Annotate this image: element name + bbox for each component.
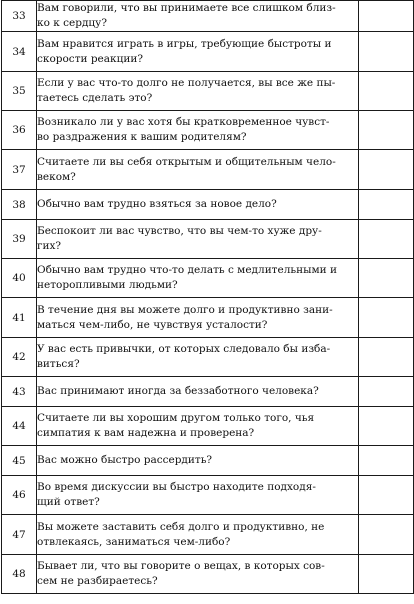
- answer-cell[interactable]: [359, 377, 414, 407]
- answer-cell[interactable]: [359, 555, 414, 594]
- question-number: 48: [2, 555, 37, 594]
- question-number: 45: [2, 446, 37, 476]
- question-text: У вас есть привычки, от которых следовало бы изба- виться?: [37, 338, 359, 377]
- question-number: 40: [2, 259, 37, 298]
- question-number: 44: [2, 407, 37, 446]
- answer-cell[interactable]: [359, 220, 414, 259]
- question-text: Вас принимают иногда за беззаботного человека?: [37, 377, 359, 407]
- question-text: Вас можно быстро рассердить?: [37, 446, 359, 476]
- question-row: [2, 555, 414, 594]
- question-text: Бывает ли, что вы говорите о вещах, в которых сов- сем не разбираетесь?: [37, 555, 359, 594]
- question-row: [2, 190, 414, 220]
- question-row: [2, 150, 414, 190]
- question-number: 36: [2, 111, 37, 150]
- question-number: 41: [2, 298, 37, 338]
- question-number: 43: [2, 377, 37, 407]
- question-number: 33: [2, 1, 37, 32]
- question-text: Обычно вам трудно что-то делать с медлительными и неторопливыми людьми?: [37, 259, 359, 298]
- question-text: Во время дискуссии вы быстро находите подходя- щий ответ?: [37, 476, 359, 515]
- question-number: 38: [2, 190, 37, 220]
- question-row: [2, 111, 414, 150]
- question-row: [2, 32, 414, 72]
- question-row: [2, 298, 414, 338]
- question-row: [2, 220, 414, 259]
- answer-cell[interactable]: [359, 1, 414, 32]
- question-row: [2, 446, 414, 476]
- answer-cell[interactable]: [359, 32, 414, 72]
- question-number: 46: [2, 476, 37, 515]
- answer-cell[interactable]: [359, 407, 414, 446]
- question-number: 37: [2, 150, 37, 190]
- answer-cell[interactable]: [359, 111, 414, 150]
- question-text: Возникало ли у вас хотя бы кратковременное чувст- во раздражения к вашим родителям?: [37, 111, 359, 150]
- question-text: Обычно вам трудно взяться за новое дело?: [37, 190, 359, 220]
- question-text: Вам нравится играть в игры, требующие быстроты и скорости реакции?: [37, 32, 359, 72]
- question-number: 34: [2, 32, 37, 72]
- answer-cell[interactable]: [359, 515, 414, 555]
- answer-cell[interactable]: [359, 259, 414, 298]
- answer-cell[interactable]: [359, 446, 414, 476]
- question-row: [2, 1, 414, 32]
- answer-cell[interactable]: [359, 476, 414, 515]
- answer-cell[interactable]: [359, 72, 414, 111]
- question-text: Если у вас что-то долго не получается, вы все же пы- таетесь сделать это?: [37, 72, 359, 111]
- question-text: В течение дня вы можете долго и продуктивно зани- маться чем-либо, не чувствуя усталости?: [37, 298, 359, 338]
- answer-cell[interactable]: [359, 298, 414, 338]
- question-row: [2, 377, 414, 407]
- questionnaire-table: [1, 0, 414, 594]
- question-text: Вам говорили, что вы принимаете все слишком близ- ко к сердцу?: [37, 1, 359, 32]
- question-row: [2, 515, 414, 555]
- question-text: Беспокоит ли вас чувство, что вы чем-то хуже дру- гих?: [37, 220, 359, 259]
- question-number: 47: [2, 515, 37, 555]
- question-number: 35: [2, 72, 37, 111]
- answer-cell[interactable]: [359, 150, 414, 190]
- question-row: [2, 259, 414, 298]
- question-number: 42: [2, 338, 37, 377]
- question-row: [2, 407, 414, 446]
- question-text: Считаете ли вы себя открытым и общительным чело- веком?: [37, 150, 359, 190]
- question-row: [2, 72, 414, 111]
- answer-cell[interactable]: [359, 190, 414, 220]
- question-row: [2, 476, 414, 515]
- question-row: [2, 338, 414, 377]
- answer-cell[interactable]: [359, 338, 414, 377]
- question-text: Считаете ли вы хорошим другом только того, чья симпатия к вам надежна и проверена?: [37, 407, 359, 446]
- question-text: Вы можете заставить себя долго и продуктивно, не отвлекаясь, заниматься чем-либо?: [37, 515, 359, 555]
- question-number: 39: [2, 220, 37, 259]
